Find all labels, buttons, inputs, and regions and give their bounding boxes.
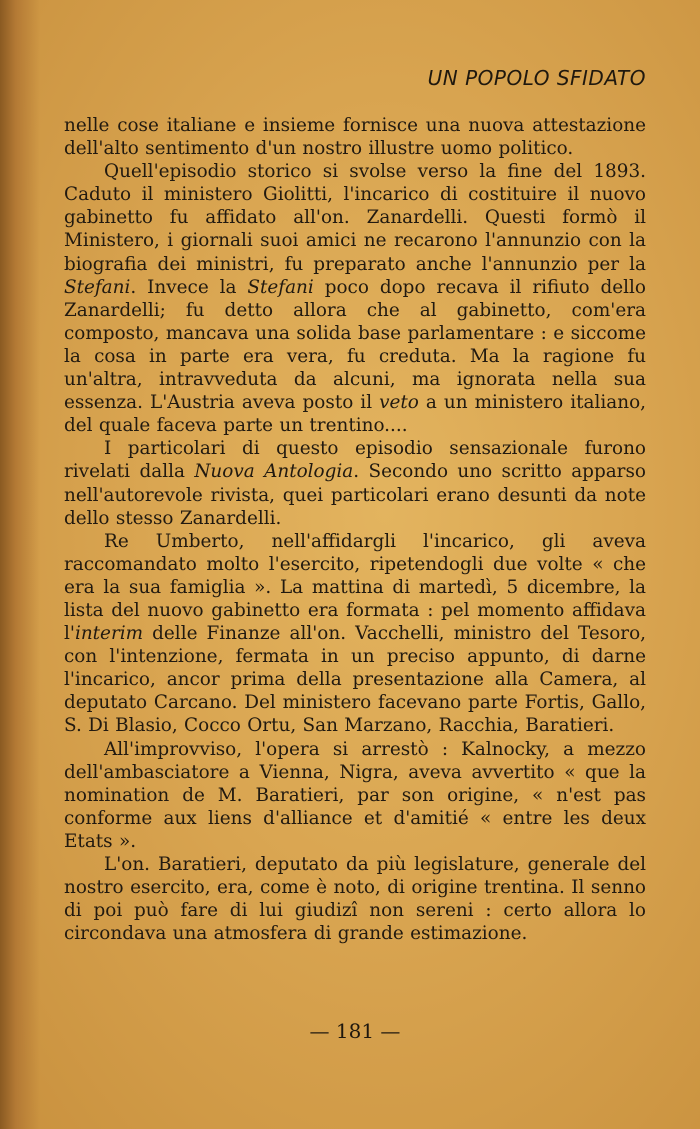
book-page (64, 0, 646, 1129)
text-run: Re Umberto, nell'affidargli l'incarico, gli aveva raccomandato molto l'esercito, ripetendogli due volte « che era la sua famiglia ». La mattina di martedì, 5 dicembre, la lista del nuovo gabinetto era formata : pel momento affidava l' (64, 530, 646, 645)
text-run: I particolari di questo episodio sensazionale furono rivelati dalla (64, 438, 646, 483)
text-run: poco dopo recava il rifiuto dello Zanardelli; fu detto allora che al gabinetto, com'era composto, mancava una solida base parlamentare : e siccome la cosa in parte era vera, fu creduta. Ma la ragione fu un'altra, intravveduta da alcuni, ma ignorata nella sua essenza. L'Austria aveva posto il (64, 276, 647, 414)
running-head: UN POPOLO SFIDATO (427, 66, 646, 90)
paragraph (64, 114, 646, 160)
italic-text: veto (379, 392, 419, 414)
italic-text: Stefani (247, 276, 314, 298)
paragraph (64, 853, 646, 945)
italic-text: Stefani (64, 276, 131, 298)
text-run: a un ministero italiano, del quale faceva parte un trentino.... (64, 392, 646, 437)
text-run: . Secondo uno scritto apparso nell'autorevole rivista, quei particolari erano desunti da note dello stesso Zanardelli. (64, 461, 646, 529)
text-run: delle Finanze all'on. Vacchelli, ministro del Tesoro, con l'intenzione, fermata in un preciso appunto, di darne l'incarico, ancor prima della presentazione alla Camera, al deputato Carcano. Del ministero facevano parte Fortis, Gallo, S. Di Blasio, Cocco Ortu, San Marzano, Racchia, Baratieri. (64, 623, 646, 737)
italic-text: Nuova Antologia (194, 461, 354, 483)
text-run: L'on. Baratieri, deputato da più legislature, generale del nostro esercito, era, come è noto, di origine trentina. Il senno di poi può fare di lui giudizî non sereni : certo allora lo circondava una atmosfera di grande estimazione. (64, 854, 646, 945)
paragraph (64, 530, 646, 738)
page-spine-shadow (0, 0, 40, 1129)
text-run: . Invece la (130, 276, 248, 298)
paragraph (64, 738, 646, 853)
paragraph (64, 437, 646, 529)
text-run: Quell'episodio storico si svolse verso la fine del 1893. Caduto il ministero Giolitti, l'incarico di costituire il nuovo gabinetto fu affidato all'on. Zanardelli. Questi formò il Ministero, i giornali suoi amici ne recarono l'annunzio con la biografia dei ministri, fu preparato anche l'annunzio per la (64, 161, 646, 275)
italic-text: interim (74, 623, 144, 645)
text-run: nelle cose italiane e insieme fornisce una nuova attestazione dell'alto sentimento d'un nostro illustre uomo politico. (64, 115, 646, 160)
text-run: All'improvviso, l'opera si arrestò : Kalnocky, a mezzo dell'ambasciatore a Vienna, Nigra, aveva avvertito « que la nomination de M. Baratieri, par son origine, « n'est pas conforme aux liens d'alliance et d'amitié « entre les deux Etats ». (64, 738, 646, 852)
body-text (64, 114, 646, 945)
paragraph (64, 160, 646, 437)
page-number: — 181 — (309, 1019, 401, 1043)
